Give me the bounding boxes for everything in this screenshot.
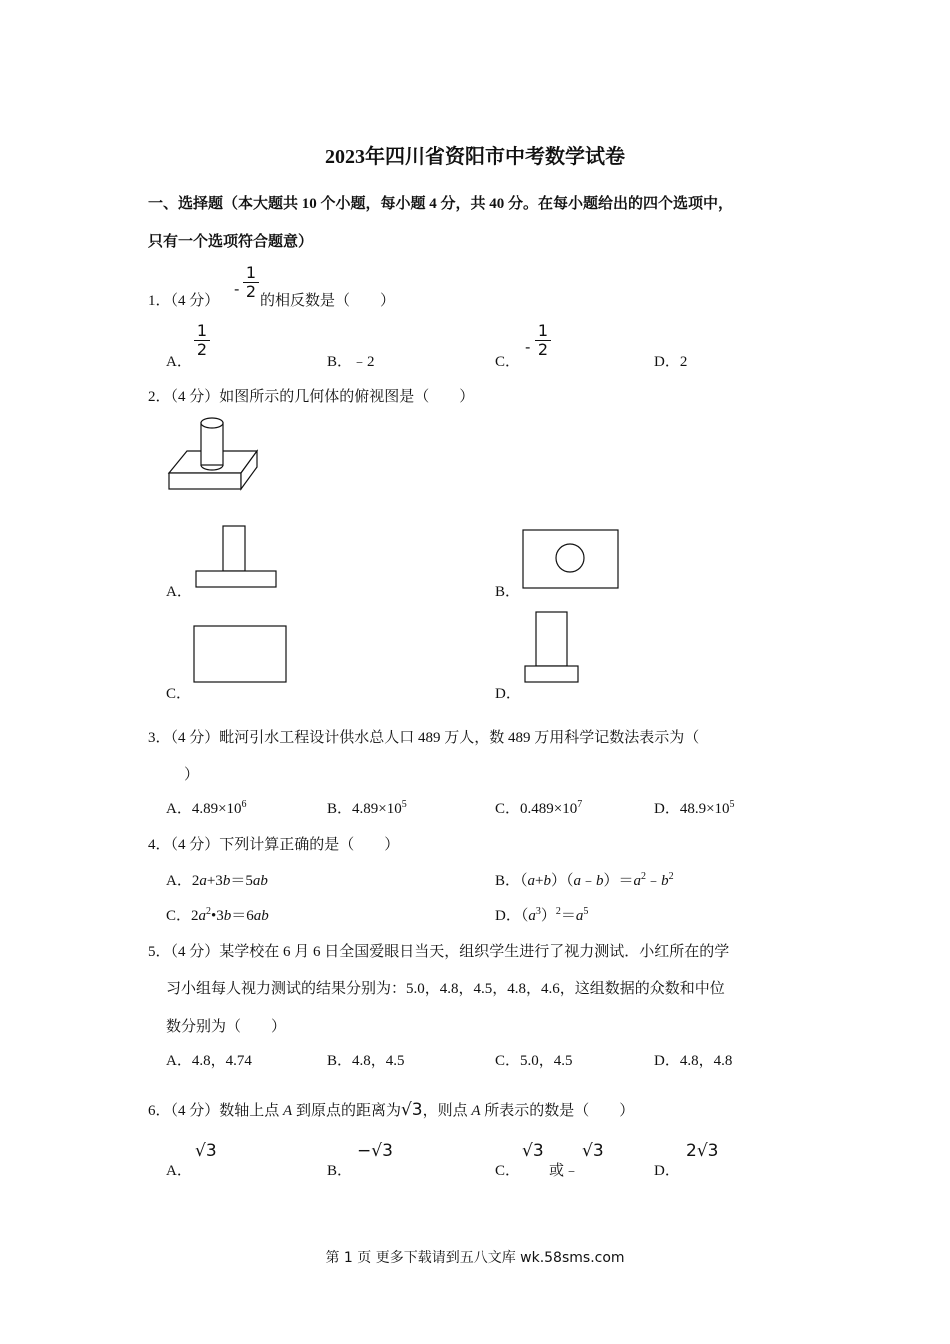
q4-option-b: B．$(a+b)(a﹣b)=a^2﹣b^2$ xyxy=(495,871,674,889)
q2-option-a-label: A． xyxy=(166,584,192,600)
page-footer: 第 1 页 更多下载请到五八文库 wk.58sms.com xyxy=(325,1250,625,1266)
q6-option-b-label: B． xyxy=(327,1163,353,1179)
q5-stem-line2: 习小组每人视力测试的结果分别为：5.0，4.8，4.5，4.8，4.6，这组数据的众数和中位 xyxy=(166,981,725,997)
q1-option-c-label: C． xyxy=(495,354,521,370)
q6-option-c-or: 或﹣ xyxy=(549,1163,580,1179)
q6-sqrt3: √3 xyxy=(400,1100,423,1120)
q2-stem: 2．（4 分）如图所示的几何体的俯视图是（ ） xyxy=(148,389,475,405)
q5-option-b: B．4.8，4.5 xyxy=(327,1053,405,1069)
q3-b-text: B．4.89×10 xyxy=(327,801,402,817)
q6-stem-tail1: ，则点 xyxy=(422,1103,472,1119)
q3-option-a xyxy=(166,797,247,818)
q3-d-exp: 5 xyxy=(729,799,735,810)
q1-frac-sign: - xyxy=(234,280,240,298)
q6-point-a-2: A xyxy=(471,1103,481,1119)
q3-option-d xyxy=(654,797,735,818)
q6-point-a: A xyxy=(283,1103,293,1119)
q6-option-c-value2: √3 xyxy=(582,1141,604,1161)
q2-option-d-figure xyxy=(523,610,581,686)
q1-option-a-label: A． xyxy=(166,354,192,370)
q3-a-exp: 6 xyxy=(241,799,247,810)
q6-d-coef: 2 xyxy=(686,1141,697,1161)
q1-stem: 的相反数是（ ） xyxy=(260,293,396,309)
q4-c-label: C． xyxy=(166,908,192,924)
q4-option-a: A．2a+3b＝5ab xyxy=(166,873,268,889)
q1-frac-den: 2 xyxy=(245,282,257,301)
q1-fraction xyxy=(243,264,259,301)
q2-option-b-figure xyxy=(522,529,620,591)
q5-option-d: D．4.8，4.8 xyxy=(654,1053,733,1069)
q1-frac-num: 1 xyxy=(243,264,259,283)
q6-option-b-value xyxy=(357,1141,393,1161)
q2-option-d-label: D． xyxy=(495,686,521,702)
q2-option-a-figure xyxy=(194,525,278,591)
q3-stem-line2: ） xyxy=(184,767,200,783)
q3-option-c xyxy=(495,797,582,818)
q1-a-num: 1 xyxy=(194,322,210,341)
q6-b-sign: − xyxy=(357,1141,372,1161)
q4-stem: 4．（4 分）下列计算正确的是（ ） xyxy=(148,837,400,853)
q3-c-exp: 7 xyxy=(577,799,583,810)
q1-option-a-fraction xyxy=(194,322,210,359)
q1-option-b: B．﹣2 xyxy=(327,354,375,370)
q2-option-c-figure xyxy=(193,625,289,685)
q1-c-den: 2 xyxy=(537,340,549,359)
q6-option-c-value1: √3 xyxy=(522,1141,544,1161)
q5-option-a: A．4.8，4.74 xyxy=(166,1053,252,1069)
q6-stem xyxy=(148,1099,634,1120)
q6-stem-tail2: 所表示的数是（ ） xyxy=(480,1103,635,1119)
q2-option-b-label: B． xyxy=(495,584,521,600)
q3-d-text: D．48.9×10 xyxy=(654,801,730,817)
q6-stem-pre: 6．（4 分）数轴上点 xyxy=(148,1103,284,1119)
section-heading-line2: 只有一个选项符合题意） xyxy=(148,234,314,250)
q5-stem-line1: 5．（4 分）某学校在 6 月 6 日全国爱眼日当天，组织学生进行了视力测试．小红所在的学 xyxy=(148,944,730,960)
q1-option-c-fraction xyxy=(535,322,551,359)
q6-option-d-label: D． xyxy=(654,1163,680,1179)
q6-option-a-label: A． xyxy=(166,1163,192,1179)
q3-option-b xyxy=(327,797,407,818)
q6-option-a-value: √3 xyxy=(195,1141,217,1161)
q1-option-c-sign: - xyxy=(525,338,531,356)
q5-stem-line3: 数分别为（ ） xyxy=(166,1019,287,1035)
q1-number: 1．（4 分） xyxy=(148,293,220,309)
q6-option-d-value xyxy=(686,1141,718,1161)
q3-a-text: A．4.89×10 xyxy=(166,801,242,817)
q1-a-den: 2 xyxy=(196,340,208,359)
q6-d-sqrt: √3 xyxy=(696,1141,719,1161)
section-heading-line1: 一、选择题（本大题共 10 个小题，每小题 4 分，共 40 分。在每小题给出的四个选项中， xyxy=(148,196,734,212)
q1-c-num: 1 xyxy=(535,322,551,341)
q1-option-d: D．2 xyxy=(654,354,688,370)
q3-b-exp: 5 xyxy=(401,799,407,810)
q6-option-c-label: C． xyxy=(495,1163,521,1179)
q2-option-c-label: C． xyxy=(166,686,192,702)
q4-option-d: D．$(a^3)^2=a^5$ xyxy=(495,906,589,924)
q4-d-label: D． xyxy=(495,908,521,924)
q6-b-sqrt: √3 xyxy=(371,1141,393,1161)
q4-a-label: A． xyxy=(166,873,192,889)
page-title: 2023年四川省资阳市中考数学试卷 xyxy=(325,146,625,168)
q3-c-text: C．0.489×10 xyxy=(495,801,578,817)
q6-stem-mid: 到原点的距离为 xyxy=(292,1103,401,1119)
q4-b-label: B． xyxy=(495,873,521,889)
q5-option-c: C．5.0，4.5 xyxy=(495,1053,573,1069)
q4-option-c: C．$2a^2•3b=6ab$ xyxy=(166,906,269,924)
q3-stem-line1: 3．（4 分）毗河引水工程设计供水总人口 489 万人，数 489 万用科学记数法表示为（ xyxy=(148,730,700,746)
q2-solid-figure xyxy=(165,415,260,495)
